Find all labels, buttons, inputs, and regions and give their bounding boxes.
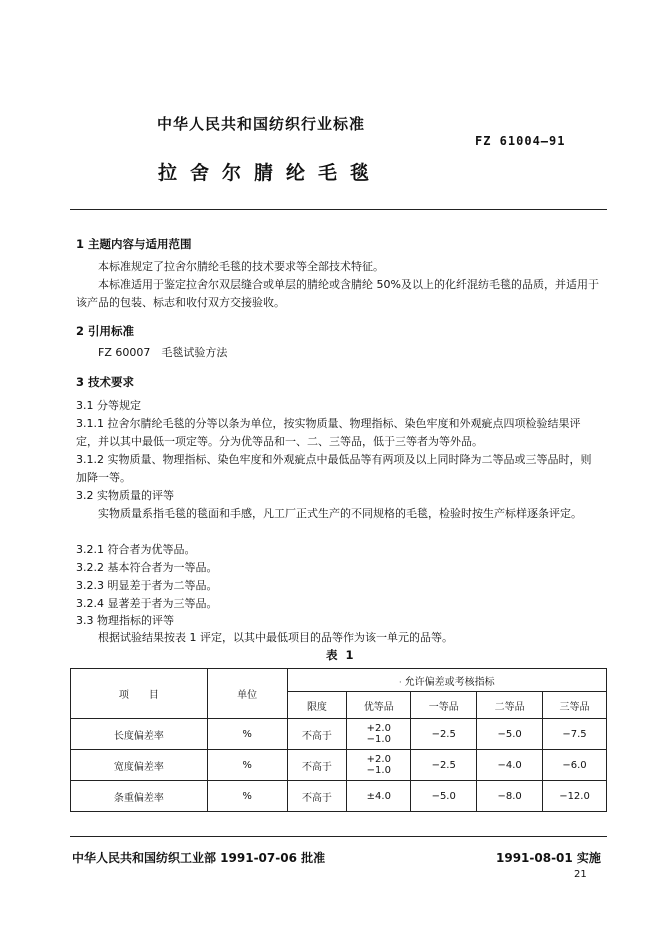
table-caption: 表 1	[326, 648, 356, 662]
clause-3-2-1: 3.2.1 符合者为优等品。	[76, 543, 196, 556]
table-row	[71, 750, 607, 781]
row-unit: %	[207, 719, 287, 750]
clause-3-1: 3.1 分等规定	[76, 399, 141, 412]
header-third: 三等品	[543, 692, 607, 719]
header-premium: 优等品	[347, 692, 411, 719]
clause-3-2-paragraph: 实物质量系指毛毯的毯面和手感，凡工厂正式生产的不同规格的毛毯，检验时按生产标样逐条评定。	[98, 507, 582, 520]
table-1	[70, 668, 607, 812]
clause-3-2-3: 3.2.3 明显差于者为二等品。	[76, 579, 218, 592]
issuing-authority: 中华人民共和国纺织行业标准	[157, 115, 366, 133]
header-divider	[70, 209, 607, 210]
document-title: 拉舍尔腈纶毛毯	[158, 162, 383, 184]
table-row	[71, 781, 607, 812]
clause-3-3-paragraph: 根据试验结果按表 1 评定，以其中最低项目的品等作为该一单元的品等。	[98, 631, 453, 644]
row-item: 长度偏差率	[71, 719, 208, 750]
footer-divider	[70, 836, 607, 837]
clause-3-2: 3.2 实物质量的评等	[76, 489, 174, 502]
row-first: −2.5	[411, 719, 477, 750]
row-premium: +2.0 −1.0	[347, 750, 411, 781]
row-item: 宽度偏差率	[71, 750, 208, 781]
row-first: −5.0	[411, 781, 477, 812]
header-first: 一等品	[411, 692, 477, 719]
header-unit: 单位	[207, 669, 287, 719]
row-third: −6.0	[543, 750, 607, 781]
header-second: 二等品	[477, 692, 543, 719]
row-premium: ±4.0	[347, 781, 411, 812]
page-number: 21	[574, 869, 587, 880]
table-row	[71, 719, 607, 750]
standard-code: FZ 61004—91	[475, 134, 566, 148]
reference-standard: FZ 60007 毛毯试验方法	[98, 346, 228, 359]
section-1-paragraph-1: 本标准规定了拉舍尔腈纶毛毯的技术要求等全部技术特征。	[98, 260, 384, 273]
clause-3-2-4: 3.2.4 显著差于者为三等品。	[76, 597, 218, 610]
section-2-heading: 2 引用标准	[76, 324, 135, 338]
approval-line: 中华人民共和国纺织工业部 1991-07-06 批准	[72, 851, 326, 865]
row-limit: 不高于	[287, 719, 347, 750]
section-1-paragraph-2: 本标准适用于鉴定拉舍尔双层缝合或单层的腈纶或含腈纶 50%及以上的化纤混纺毛毯的品质，并适用于该产品的包装、标志和收付双方交接验收。	[76, 278, 599, 309]
row-limit: 不高于	[287, 750, 347, 781]
effective-date: 1991-08-01 实施	[496, 851, 601, 865]
section-3-heading: 3 技术要求	[76, 375, 135, 389]
section-1-heading: 1 主题内容与适用范围	[76, 237, 192, 251]
header-limit: 限度	[287, 692, 347, 719]
row-premium: +2.0 −1.0	[347, 719, 411, 750]
row-unit: %	[207, 750, 287, 781]
header-item: 项 目	[71, 669, 208, 719]
row-second: −5.0	[477, 719, 543, 750]
clause-3-2-2: 3.2.2 基本符合者为一等品。	[76, 561, 218, 574]
row-unit: %	[207, 781, 287, 812]
clause-3-1-2: 3.1.2 实物质量、物理指标、染色牢度和外观疵点中最低品等有两项及以上同时降为二等品或三等品时，则加降一等。	[76, 453, 592, 484]
header-group: · 允许偏差或考核指标	[287, 669, 606, 692]
row-second: −4.0	[477, 750, 543, 781]
row-third: −12.0	[543, 781, 607, 812]
row-third: −7.5	[543, 719, 607, 750]
row-second: −8.0	[477, 781, 543, 812]
row-first: −2.5	[411, 750, 477, 781]
row-item: 条重偏差率	[71, 781, 208, 812]
clause-3-3: 3.3 物理指标的评等	[76, 614, 174, 627]
row-limit: 不高于	[287, 781, 347, 812]
clause-3-1-1: 3.1.1 拉舍尔腈纶毛毯的分等以条为单位，按实物质量、物理指标、染色牢度和外观疵点四项检验结果评定，并以其中最低一项定等。分为优等品和一、二、三等品，低于三等者为等外品。	[76, 417, 581, 448]
